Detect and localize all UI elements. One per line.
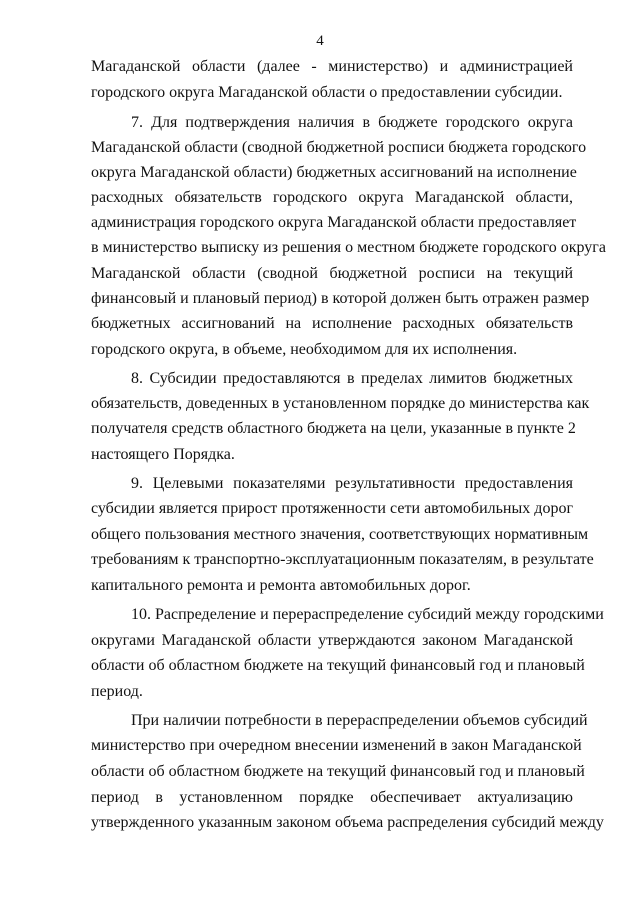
paragraph-8-first-line: 8. Субсидии предоставляются в пределах лимитов бюджетных [131,370,573,387]
paragraph-11-first-line: При наличии потребности в перераспределении объемов субсидий [131,712,588,729]
text-line: бюджетных ассигнований на исполнение расходных обязательств [91,315,573,332]
page-number: 4 [316,33,324,49]
text-line: капитального ремонта и ремонта автомобильных дорог. [91,577,471,594]
text-line: области об областном бюджете на текущий финансовый год и плановый [91,657,585,674]
text-line: округами Магаданской области утверждаются законом Магаданской [91,632,573,649]
text-line: городского округа Магаданской области о предоставлении субсидии. [91,84,563,101]
text-line: субсидии является прирост протяженности сети автомобильных дорог [91,500,573,517]
text-line: городского округа, в объеме, необходимом для их исполнения. [91,341,518,358]
text-line: финансовый и плановый период) в которой должен быть отражен размер [91,290,590,307]
text-line: получателя средств областного бюджета на цели, указанные в пункте 2 [91,420,576,437]
text-line: области об областном бюджете на текущий финансовый год и плановый [91,763,585,780]
text-line: Магаданской области (сводной бюджетной росписи на текущий [91,265,573,282]
paragraph-7-first-line: 7. Для подтверждения наличия в бюджете городского округа [131,114,573,131]
paragraph-9-first-line: 9. Целевыми показателями результативности предоставления [131,475,573,492]
text-line: общего пользования местного значения, соответствующих нормативным [91,526,589,543]
text-line: расходных обязательств городского округа Магаданской области, [91,189,573,206]
text-line: период. [91,683,143,700]
text-line: округа Магаданской области) бюджетных ассигнований на исполнение [91,164,577,181]
text-line: администрация городского округа Магаданской области предоставляет [91,214,577,231]
text-line: требованиям к транспортно-эксплуатационным показателям, в результате [91,551,594,568]
text-line: Магаданской области (далее - министерство) и администрацией [91,58,573,75]
text-line: утвержденного указанным законом объема распределения субсидий между [91,814,604,831]
paragraph-10-first-line: 10. Распределение и перераспределение субсидий между городскими [131,606,604,623]
text-line: в министерство выписку из решения о местном бюджете городского округа [91,239,606,256]
text-line: Магаданской области (сводной бюджетной росписи бюджета городского [91,139,587,156]
text-line: обязательств, доведенных в установленном порядке до министерства как [91,395,590,412]
text-line: министерство при очередном внесении изменений в закон Магаданской [91,737,582,754]
text-line: настоящего Порядка. [91,446,235,463]
text-line: период в установленном порядке обеспечивает актуализацию [91,789,573,806]
